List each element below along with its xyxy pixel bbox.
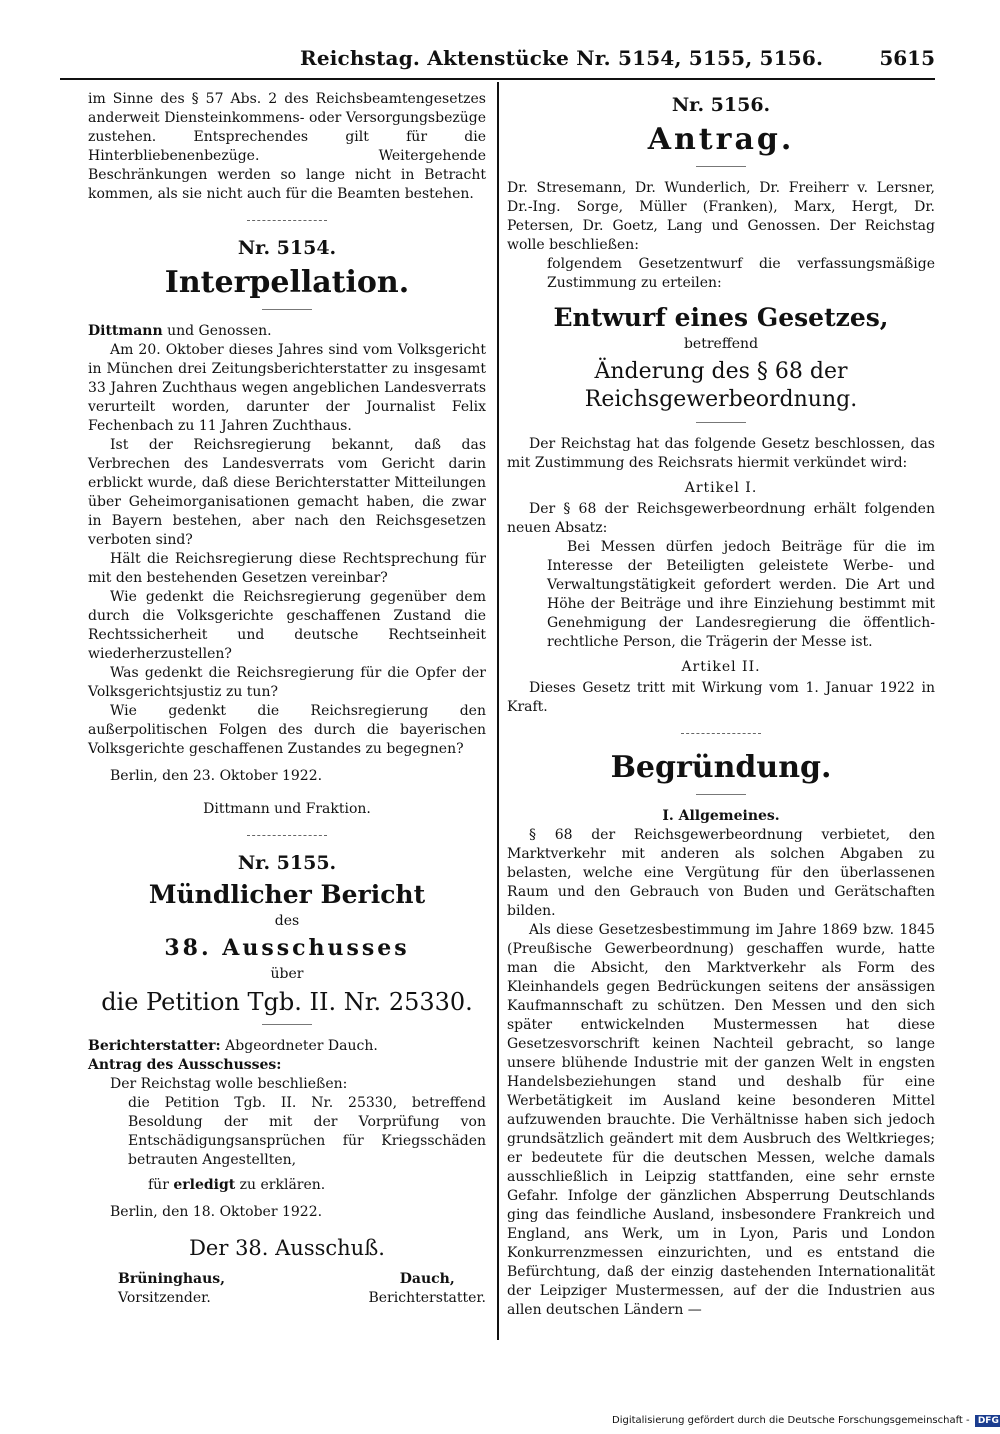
signer-chair [118,1270,225,1308]
signer-reporter [368,1270,486,1308]
draft-betreffend: betreffend [683,336,759,352]
author-name: Dittmann [88,323,163,339]
signer-chair-name: Brüninghaus, [118,1271,226,1287]
motion-intro: Der Reichstag wolle beschließen: [110,1076,348,1092]
continuation-text: im Sinne des § 57 Abs. 2 des Reichsbeamtengesetzes anderweit Diensteinkommens- oder Versorgungsbezüge zustehen. Entsprechendes gilt für die Hinterbliebenenbezüge. Weitergehende Beschränkungen werden so lange nicht in Betracht kommen, als sie nicht auch für die Beamten bestehen. [88,91,486,202]
section-title-reason: Begründung. [610,750,832,785]
draft-subject: Änderung des § 68 der Reichsgewerbeordnung. [584,359,858,412]
reporter-line [88,1037,486,1056]
reason-general: I. Allgemeines. [662,808,780,824]
interpellation-paragraph: Wie gedenkt die Reichsregierung gegenüber dem durch die Volksgerichte geschaffenen Zustand die Rechtssicherheit und deutsche Rechtseinheit wiederherzustellen? [88,589,486,662]
title-rule [696,794,746,795]
enactment-clause: Der Reichstag hat das folgende Gesetz beschlossen, das mit Zustimmung des Reichsrats hiermit verkündet wird: [507,436,935,471]
interpellation-paragraph: Ist der Reichsregierung bekannt, daß das Verbrechen des Landesverrats vom Gericht darin erblickt wurde, daß diese Berichterstatter Mitteilungen über Geheimorganisationen gemacht haben, die zwar in Bayern bestehen, aber nach den Reichsgesetzen verboten sind? [88,437,486,548]
motion-end-pre: für [148,1177,174,1193]
title-rule [696,166,746,167]
right-column [507,90,935,1320]
article-1-text: Der § 68 der Reichsgewerbeordnung erhält folgenden neuen Absatz: [507,501,935,536]
report-petition: die Petition Tgb. II. Nr. 25330. [101,988,473,1016]
report-ueber: über [270,966,304,982]
report-des: des [274,913,300,929]
section-separator [247,835,327,836]
motion-label: Antrag des Ausschusses: [88,1057,282,1073]
motion-conclusion [148,1176,486,1195]
page-number: 5615 [879,46,935,70]
signer-chair-role: Vorsitzender. [118,1290,211,1306]
interpellation-paragraph: Was gedenkt die Reichsregierung für die Opfer der Volksgerichtsjustiz zu tun? [88,665,486,700]
reason-paragraph: Als diese Gesetzesbestimmung im Jahre 1869 bzw. 1845 (Preußische Gewerbeordnung) geschaffen wurde, hatte man die Absicht, den Marktverkehr als Form des Kleinhandels gegen Bedrückungen seitens der ansässigen Kaufmannschaft zu schützen. Den Messen und den sich später entwickelnden Mustermessen hat diese Gesetzesvorschrift keinen Nachteil gebracht, so lange unsere blühende Industrie mit der ganzen Welt in engsten Handelsbeziehungen stand und deshalb für eine Werbetätigkeit im Ausland keine besonderen Mittel aufzuwenden brauchte. Die Verhältnisse haben sich jedoch grundsätzlich geändert mit dem Ausbruch des Weltkrieges; er bedeutete für die deutschen Messen, welche damals ausschließlich in Leipzig stattfanden, eine sehr ernste Gefahr. Infolge der gänzlichen Absperrung Deutschlands ging das feindliche Ausland, insbesondere Frankreich und England, ans Werk, um in Lyon, Paris und London Konkurrenzmessen einzurichten, und es entstand die Befürchtung, daß der einzig dastehenden Internationalität der Leipziger Mustermessen, auf der die Industrien aus allen deutschen Ländern — [507,922,935,1318]
motion-text: die Petition Tgb. II. Nr. 25330, betreffend Besoldung der mit der Vorprüfung von Entschädigungsansprüchen für Kriegsschäden betrauten Angestellten, [128,1095,486,1168]
author-rest: und Genossen. [162,323,272,339]
motion-end-bold: erledigt [173,1177,236,1193]
article-1-heading: Artikel I. [684,480,758,496]
interpellation-paragraph: Wie gedenkt die Reichsregierung den außerpolitischen Folgen des durch die bayerischen Volksgerichte geschaffenen Zustandes zu begegnen? [88,703,486,757]
section-title-antrag: Antrag. [647,122,795,157]
report-date: Berlin, den 18. Oktober 1922. [110,1204,323,1220]
left-column [88,90,486,1318]
title-rule [262,1024,312,1025]
interpellation-signature: Dittmann und Fraktion. [203,801,371,817]
section-title-interpellation: Interpellation. [164,265,410,300]
title-rule [696,422,746,423]
reason-paragraph: § 68 der Reichsgewerbeordnung verbietet, den Marktverkehr mit anderen als solchen Abgaben zu belasten, welche eine Vergütung für den überlassenen Raum und den Gebrauch von Buden und Gerätschaften bilden. [507,827,935,919]
draft-title: Entwurf eines Gesetzes, [553,303,889,332]
article-2-text: Dieses Gesetz tritt mit Wirkung vom 1. Januar 1922 in Kraft. [507,680,935,715]
page-header [60,40,935,80]
signer-reporter-role: Berichterstatter. [368,1290,486,1306]
digitization-footer [612,1415,1000,1427]
report-committee: 38. Ausschusses [164,935,410,961]
resolution: folgendem Gesetzentwurf die verfassungsmäßige Zustimmung zu erteilen: [547,256,935,291]
interpellation-paragraph: Am 20. Oktober dieses Jahres sind vom Volksgericht in München drei Zeitungsberichterstatter zu insgesamt 33 Jahren Zuchthaus wegen angeblichen Landesverrats verurteilt worden, darunter der Journalist Felix Fechenbach zu 11 Jahren Zuchthaus. [88,342,486,434]
motion-end-post: zu erklären. [235,1177,326,1193]
article-1-quote: Bei Messen dürfen jedoch Beiträge für die im Interesse der Beteiligten geleistete Werbe- und Verwaltungstätigkeit gefordert werden. Die Art und Höhe der Beiträge und ihre Einziehung bestimmt mit Genehmigung der Landesregierung die öffentlich-rechtliche Person, die Trägerin der Messe ist. [547,539,935,650]
doc-number-5155: Nr. 5155. [237,852,337,874]
reporter-label: Berichterstatter: [88,1038,221,1054]
footer-text: Digitalisierung gefördert durch die Deutsche Forschungsgemeinschaft - [612,1415,970,1426]
committee-signature: Der 38. Ausschuß. [189,1236,385,1260]
signers [88,1270,486,1318]
column-divider [497,82,499,1340]
article-2-heading: Artikel II. [681,659,761,675]
section-separator [681,733,761,734]
section-separator [247,220,327,221]
interpellation-paragraph: Hält die Reichsregierung diese Rechtsprechung für mit den bestehenden Gesetzen vereinbar? [88,551,486,586]
interpellation-authors [88,322,486,341]
reporter-value: Abgeordneter Dauch. [220,1038,378,1054]
header-title: Reichstag. Aktenstücke Nr. 5154, 5155, 5156. [300,46,824,70]
doc-number-5154: Nr. 5154. [237,237,337,259]
title-rule [262,309,312,310]
dfg-logo: DFG [975,1415,1000,1427]
section-title-report: Mündlicher Bericht [148,880,426,909]
doc-number-5156: Nr. 5156. [671,94,771,116]
signer-reporter-name: Dauch, [399,1271,455,1287]
interpellation-date: Berlin, den 23. Oktober 1922. [110,768,323,784]
applicants: Dr. Stresemann, Dr. Wunderlich, Dr. Freiherr v. Lersner, Dr.-Ing. Sorge, Müller (Franken), Marx, Hergt, Dr. Petersen, Dr. Goetz, Lang und Genossen. Der Reichstag wolle beschließen: [507,180,935,253]
